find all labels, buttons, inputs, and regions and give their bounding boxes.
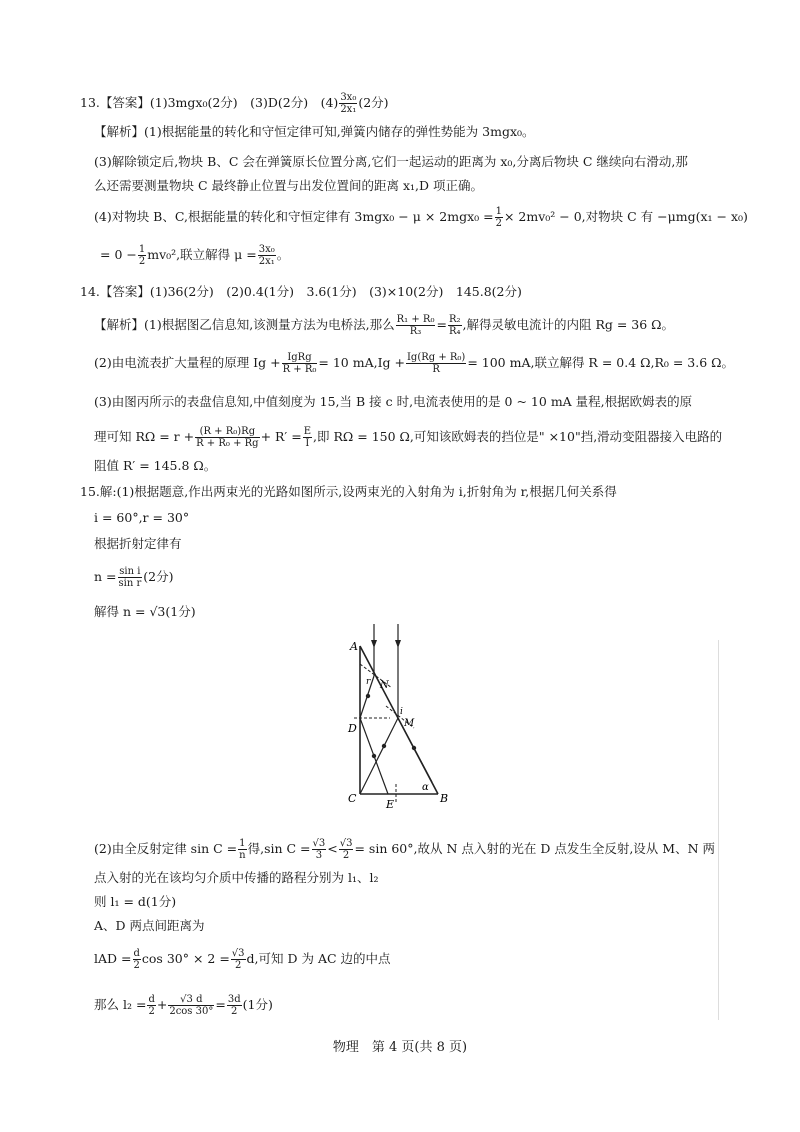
label-n: N [380,680,389,691]
q15-p2-line5: lAD = $\frac{d}{2}$ cos 30° × 2 = $\frac{√3}{2}$ d,可知 D 为 AC 边的中点 [94,948,391,971]
q15-n-result: 解得 n = √3(1分) [94,604,196,619]
q13-analysis-1: 【解析】(1)根据能量的转化和守恒定律可知,弹簧内储存的弹性势能为 3mgx₀。 [94,124,535,139]
q14-analysis-2: (2)由电流表扩大量程的原理 Ig + $\frac{\text{IgRg}}{\text{R + R₀}}$ = 10 mA,Ig + $\frac{\text{Ig(Rg + R₀)}}{R}$ = 100 mA,联立解得 R = 0.4 Ω,R₀ = 3.6 Ω。 [94,352,735,375]
ray-m-refracted [360,718,398,794]
q15-n-formula: n = $\frac{\text{sin i}}{\text{sin r}}$ (2分) [94,566,174,589]
ray-dot [366,694,370,698]
label-e: E [386,798,395,811]
q13-analysis-3a: (3)解除锁定后,物块 B、C 会在弹簧原长位置分离,它们一起运动的距离为 x₀,分离后物块 C 继续向右滑动,那 [94,154,688,169]
arrow-icon [395,640,401,648]
label-d: D [348,722,357,735]
fraction: $\frac{\text{3x₀}}{\text{2x₁}}$ [340,92,357,115]
q14-analysis-1: 【解析】(1)根据图乙信息知,该测量方法为电桥法,那么 $\frac{\text{R₁ + R₀}}{\text{R₃}}$ = $\frac{\text{R₂}}{\text{R₄}}$ ,解得灵敏电流计的内阻 Rg = 36 Ω。 [94,314,675,337]
q15-angles: i = 60°,r = 30° [94,510,190,525]
arrow-icon [371,640,377,648]
q15-p2-line4: A、D 两点间距离为 [94,918,205,933]
ray-dot [412,746,416,750]
q13-analysis-3b: 么还需要测量物块 C 最终静止位置与出发位置间的距离 x₁,D 项正确。 [94,178,484,193]
q15-refraction-law: 根据折射定律有 [94,536,182,551]
q13-analysis-4a: (4)对物块 B、C,根据能量的转化和守恒定律有 3mgx₀ − μ × 2mgx₀ = $\frac{1}{2}$ × 2mv₀² − 0,对物块 C 有 −μmg(x₁ − x₀) [94,206,748,229]
q14-answer: 14.【答案】(1)36(2分) (2)0.4(1分) 3.6(1分) (3)×10(2分) 145.8(2分) [80,284,522,299]
margin-line [718,640,719,1020]
q15-head: 15.解:(1)根据题意,作出两束光的光路如图所示,设两束光的入射角为 i,折射角为 r,根据几何关系得 [80,484,617,499]
q15-p2-line3: 则 l₁ = d(1分) [94,894,177,909]
ray-dot [372,754,376,758]
label-alpha: α [422,782,429,793]
q14-analysis-3c: 阻值 R′ = 145.8 Ω。 [94,458,217,473]
optics-diagram [330,618,470,814]
q15-p2-line1: (2)由全反射定律 sin C = $\frac{1}{n}$ 得,sin C = $\frac{√3}{3}$ < $\frac{√3}{2}$ = sin 60°,故从 N 点入射的光在 D 点发生全反射,设从 M、N 两 [94,838,715,861]
page-footer: 物理 第 4 页(共 8 页) [332,1040,468,1055]
q13-answer: 13.【答案】(1)3mgx₀(2分) (3)D(2分) (4) [80,95,339,110]
label-r: r [366,677,371,687]
q15-p2-line6: 那么 l₂ = $\frac{d}{2}$ + $\frac{√3 d}{2\cos 30^\circ}$ = $\frac{3d}{2}$ (1分) [94,994,273,1017]
label-m: M [404,718,415,729]
q13-analysis-4b: = 0 − $\frac{1}{2}$ mv₀²,联立解得 μ = $\frac{\text{3x₀}}{\text{2x₁}}$ 。 [100,244,290,267]
q14-analysis-3a: (3)由图丙所示的表盘信息知,中值刻度为 15,当 B 接 c 时,电流表使用的是 0 ~ 10 mA 量程,根据欧姆表的原 [94,394,693,409]
label-b: B [440,792,449,805]
q15-p2-line2: 点入射的光在该均匀介质中传播的路程分别为 l₁、l₂ [94,870,379,885]
q14-analysis-3b: 理可知 RΩ = r + $\frac{\text{(R + R₀)Rg}}{\text{R + R₀ + Rg}}$ + R′ = $\frac{E}{I}$ ,即 RΩ = 150 Ω,可知该欧姆表的挡位是" ×10"挡,滑动变阻器接入电路的 [94,426,723,449]
ray-dot [382,744,386,748]
label-a: A [350,640,358,653]
label-c: C [348,792,357,805]
q13-answer-line: 13.【答案】(1)3mgx₀(2分) (3)D(2分) (4) $\frac{\text{3x₀}}{\text{2x₁}}$ (2分) [80,92,389,115]
label-i: i [400,707,403,717]
